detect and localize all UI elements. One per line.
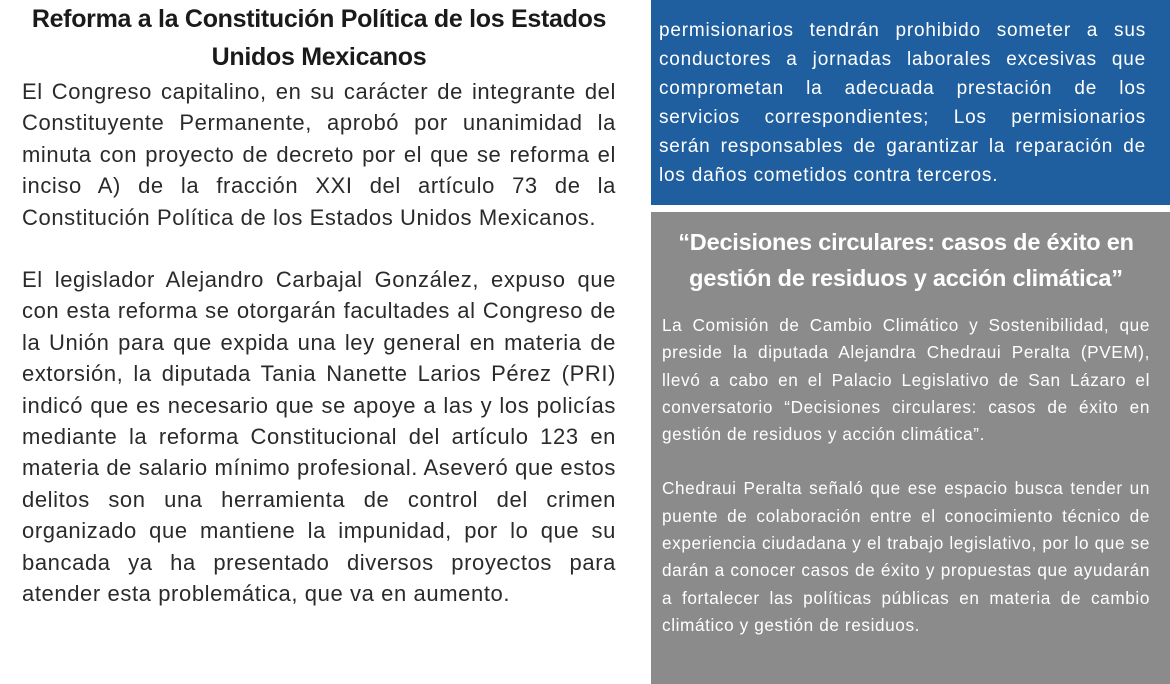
gray-box-paragraph-2: Chedraui Peralta señaló que ese espacio busca tender un puente de colaboración entre el conocimiento técnico de experiencia ciudadana y el trabajo legislativo, por lo que se darán a conocer casos de éxito y propuestas que ayudarán a fortalecer las políticas públicas en materia de cambio climático y gestión de residuos. [662, 478, 1150, 635]
article-paragraph-2: El legislador Alejandro Carbajal González, expuso que con esta reforma se otorgarán facultades al Congreso de la Unión para que expida una ley general en materia de extorsión, la diputada Tania Nanette Larios Pérez (PRI) indicó que es necesario que se apoye a las y los policías mediante la reforma Constitucional del artículo 123 en materia de salario mínimo profesional. Aseveró que estos delitos son una herramienta de control del crimen organizado que mantiene la impunidad, por lo que su bancada ya ha presentado diversos proyectos para atender esta problemática, que va en aumento. [22, 267, 616, 607]
paragraph-spacer [662, 448, 1150, 475]
paragraph-spacer [22, 233, 616, 264]
article-title: Reforma a la Constitución Política de los Estados Unidos Mexicanos [31, 5, 607, 71]
gray-box-title: “Decisiones circulares: casos de éxito en gestión de residuos y acción climática” [678, 229, 1134, 291]
blue-box-text: permisionarios tendrán prohibido someter a sus conductores a jornadas laborales excesivas que comprometan la adecuada prestación de los servicios correspondientes; Los permisionarios serán responsables de garantizar la reparación de los daños cometidos contra terceros. [659, 20, 1146, 186]
blue-info-box [651, 0, 1170, 205]
article-paragraph-1: El Congreso capitalino, en su carácter de integrante del Constituyente Permanente, aprobó por unanimidad la minuta con proyecto de decreto por el que se reforma el inciso A) de la fracción XXI del artículo 73 de la Constitución Política de los Estados Unidos Mexicanos. [22, 79, 616, 230]
left-article [22, 0, 616, 610]
gray-box-paragraph-1: La Comisión de Cambio Climático y Sostenibilidad, que preside la diputada Alejandra Chedraui Peralta (PVEM), llevó a cabo en el Palacio Legislativo de San Lázaro el conversatorio “Decisiones circulares: casos de éxito en gestión de residuos y acción climática”. [662, 315, 1150, 445]
gray-info-box [651, 212, 1170, 684]
